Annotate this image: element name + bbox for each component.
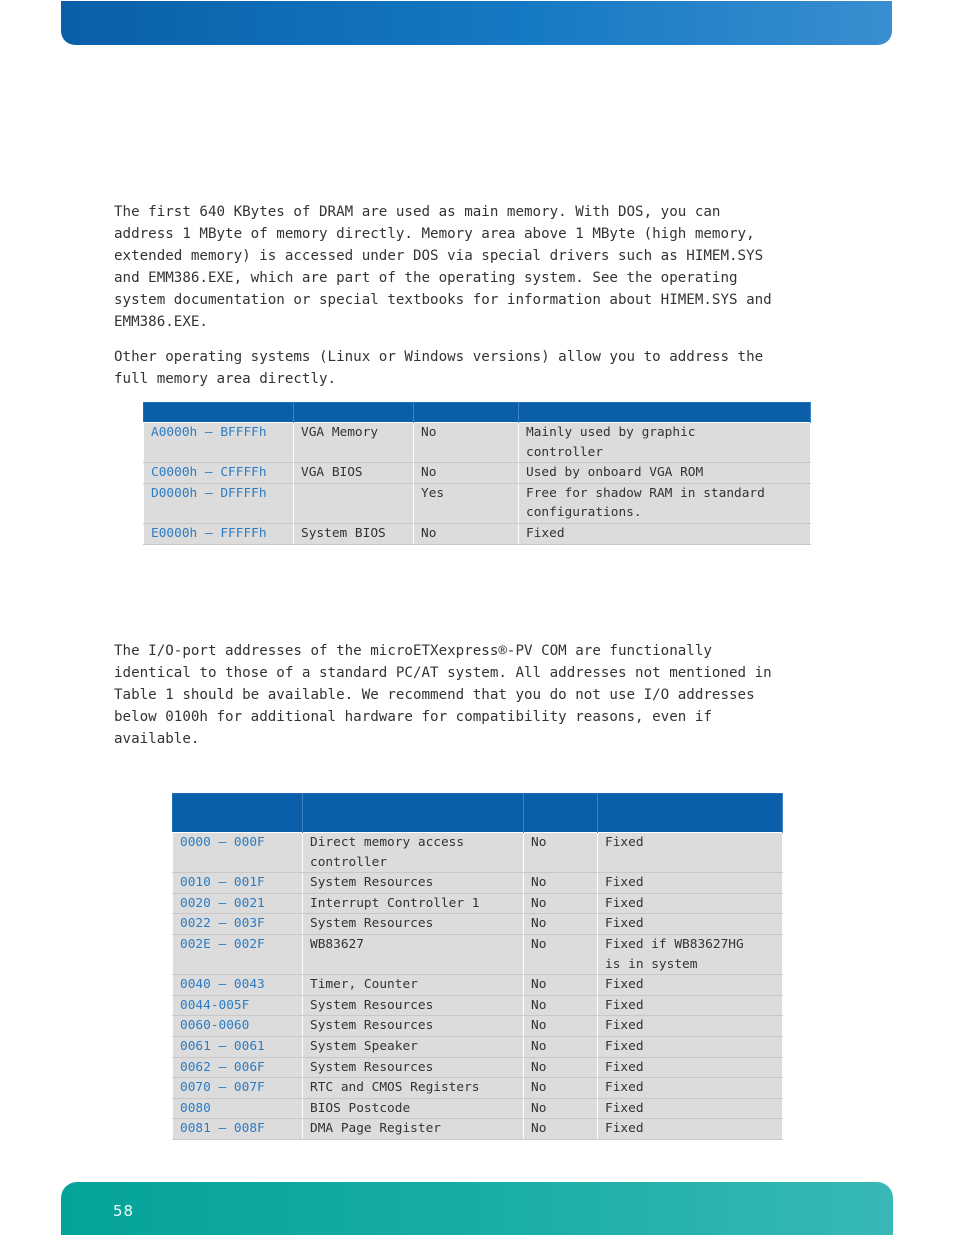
available-cell: No (524, 1078, 598, 1099)
table-row (144, 463, 811, 484)
comment-cell: Fixed (598, 975, 783, 996)
table-row (173, 873, 783, 894)
description-cell: RTC and CMOS Registers (303, 1078, 524, 1099)
available-cell: No (524, 1098, 598, 1119)
paragraph-main-memory: The first 640 KBytes of DRAM are used as main memory. With DOS, you can address 1 MByte of memory directly. Memory area above 1 MByte (high memory, extended memory) is accessed under DOS via special drivers such as HIMEM.SYS and EMM386.EXE, which are part of the operating system. See the operating system documentation or special textbooks for information about HIMEM.SYS and EMM386.EXE. (114, 204, 772, 330)
description-cell (294, 483, 414, 523)
available-cell: No (524, 1119, 598, 1140)
footer-bar (61, 1182, 893, 1235)
description-cell: BIOS Postcode (303, 1098, 524, 1119)
description-cell: WB83627 (303, 934, 524, 974)
description-cell: VGA BIOS (294, 463, 414, 484)
address-cell: E0000h – FFFFFh (144, 523, 294, 544)
address-cell: 0040 – 0043 (173, 975, 303, 996)
description-cell: System Resources (303, 1016, 524, 1037)
address-cell: 0000 – 000F (173, 833, 303, 873)
comment-cell: Fixed (598, 1016, 783, 1037)
available-cell: No (524, 975, 598, 996)
description-cell: System Speaker (303, 1036, 524, 1057)
description-cell: VGA Memory (294, 423, 414, 463)
comment-cell: Fixed (598, 893, 783, 914)
header-bar (61, 1, 892, 45)
description-cell: DMA Page Register (303, 1119, 524, 1140)
table-row (173, 995, 783, 1016)
address-cell: 002E – 002F (173, 934, 303, 974)
comment-cell: Fixed (598, 833, 783, 873)
table-row (173, 975, 783, 996)
table-row (144, 523, 811, 544)
address-cell: 0070 – 007F (173, 1078, 303, 1099)
address-cell: 0061 – 0061 (173, 1036, 303, 1057)
comment-cell: Used by onboard VGA ROM (519, 463, 811, 484)
address-cell: C0000h – CFFFFh (144, 463, 294, 484)
comment-cell: Fixed (598, 1036, 783, 1057)
memory-map-table (143, 402, 811, 545)
available-cell: No (524, 1016, 598, 1037)
table-row (173, 934, 783, 974)
comment-cell: Fixed (598, 1078, 783, 1099)
comment-cell: Fixed (598, 1057, 783, 1078)
address-cell: 0020 – 0021 (173, 893, 303, 914)
table-row (173, 1057, 783, 1078)
description-cell: Direct memory access controller (303, 833, 524, 873)
comment-cell: Fixed (598, 1098, 783, 1119)
available-cell: No (524, 914, 598, 935)
address-cell: 0080 (173, 1098, 303, 1119)
address-cell: 0010 – 001F (173, 873, 303, 894)
table-row (173, 1036, 783, 1057)
available-cell: No (414, 423, 519, 463)
table-header-row (173, 794, 783, 833)
available-cell: No (414, 523, 519, 544)
comment-cell: Free for shadow RAM in standard configurations. (519, 483, 811, 523)
available-cell: No (524, 1057, 598, 1078)
comment-cell: Fixed (598, 873, 783, 894)
description-cell: Timer, Counter (303, 975, 524, 996)
table-row (144, 423, 811, 463)
available-cell: No (414, 463, 519, 484)
description-cell: Interrupt Controller 1 (303, 893, 524, 914)
address-cell: 0060-0060 (173, 1016, 303, 1037)
address-cell: 0062 – 006F (173, 1057, 303, 1078)
page-number: 58 (113, 1202, 135, 1220)
address-cell: 0044-005F (173, 995, 303, 1016)
available-cell: No (524, 893, 598, 914)
comment-cell: Fixed if WB83627HG is in system (598, 934, 783, 974)
table-row (173, 833, 783, 873)
comment-cell: Fixed (519, 523, 811, 544)
paragraph-other-os: Other operating systems (Linux or Windows versions) allow you to address the full memory area directly. (114, 349, 764, 387)
table-row (173, 1098, 783, 1119)
address-cell: D0000h – DFFFFh (144, 483, 294, 523)
io-address-table (172, 793, 783, 1140)
description-cell: System BIOS (294, 523, 414, 544)
comment-cell: Fixed (598, 1119, 783, 1140)
available-cell: No (524, 1036, 598, 1057)
comment-cell: Fixed (598, 914, 783, 935)
table-row (173, 893, 783, 914)
description-cell: System Resources (303, 914, 524, 935)
available-cell: No (524, 995, 598, 1016)
address-cell: A0000h – BFFFFh (144, 423, 294, 463)
description-cell: System Resources (303, 1057, 524, 1078)
available-cell: No (524, 934, 598, 974)
description-cell: System Resources (303, 995, 524, 1016)
available-cell: Yes (414, 483, 519, 523)
table-row (173, 1078, 783, 1099)
table-row (173, 1016, 783, 1037)
paragraph-io-ports: The I/O-port addresses of the microETXexpress®-PV COM are functionally identical to those of a standard PC/AT system. All addresses not mentioned in Table 1 should be available. We recommend that you do not use I/O addresses below 0100h for additional hardware for compatibility reasons, even if available. (114, 643, 772, 747)
comment-cell: Fixed (598, 995, 783, 1016)
description-cell: System Resources (303, 873, 524, 894)
address-cell: 0081 – 008F (173, 1119, 303, 1140)
available-cell: No (524, 873, 598, 894)
available-cell: No (524, 833, 598, 873)
table-row (173, 1119, 783, 1140)
table-row (173, 914, 783, 935)
comment-cell: Mainly used by graphic controller (519, 423, 811, 463)
table-header-row (144, 403, 811, 423)
address-cell: 0022 – 003F (173, 914, 303, 935)
table-row (144, 483, 811, 523)
